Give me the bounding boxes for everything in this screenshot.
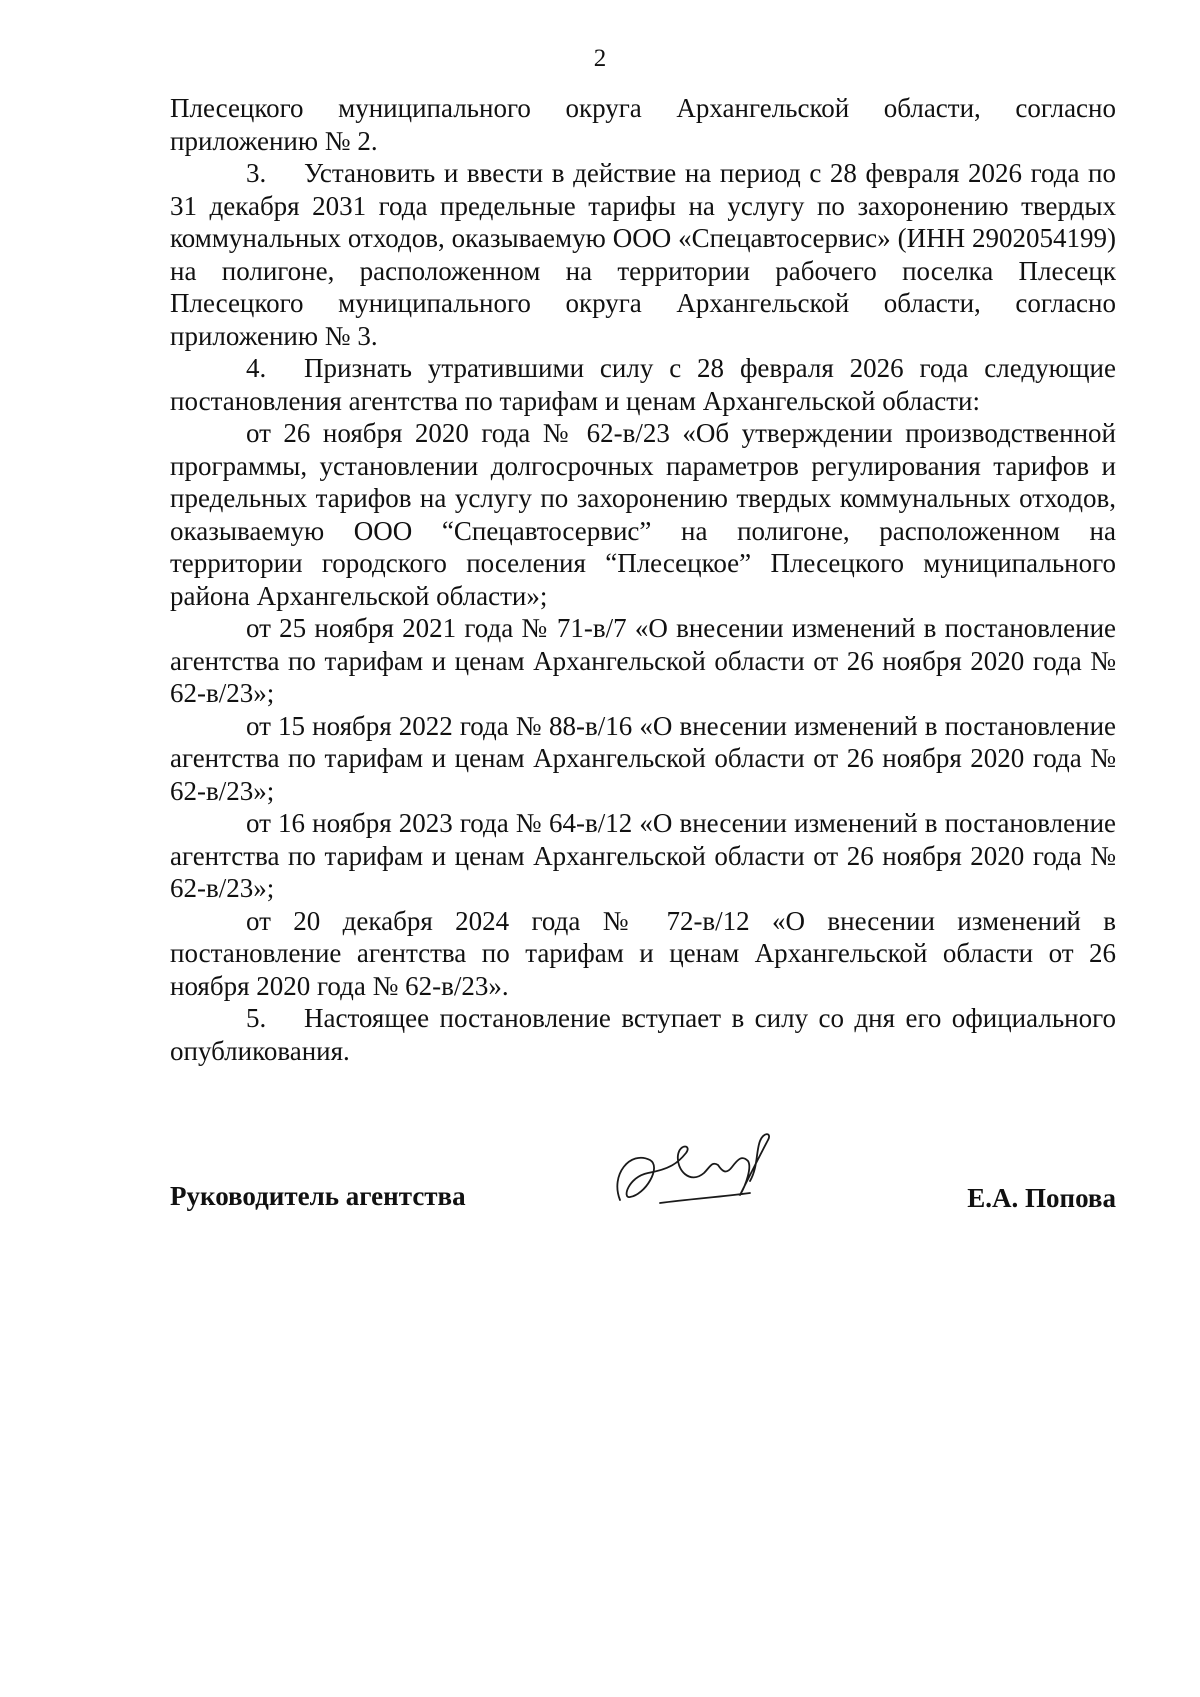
paragraph-3-text: Установить и ввести в действие на период с 28 февраля 2026 года по 31 декабря 2031 года предельные тарифы на услугу по захоронению твердых коммунальных отходов, оказываемую ООО «Спецавтосервис» (ИНН 2902054199) на полигоне, расположенном на территории рабочего поселка Плесецк Плесецкого муниципального округа Архангельской области, согласно приложению № 3. [170,158,1116,351]
signatory-name: Е.А. Попова [967,1183,1116,1213]
repealed-item-3: от 15 ноября 2022 года № 88-в/16 «О внесении изменений в постановление агентства по тарифам и ценам Архангельской области от 26 ноября 2020 года № 62-в/23»; [170,710,1116,806]
paragraph-3-number: 3. [246,158,267,188]
paragraph-4-number: 4. [246,353,267,383]
paragraph-5-number: 5. [246,1003,267,1033]
repealed-item-4: от 16 ноября 2023 года № 64-в/12 «О внесении изменений в постановление агентства по тарифам и ценам Архангельской области от 26 ноября 2020 года № 62-в/23»; [170,808,1116,903]
page-number: 2 [593,45,607,72]
paragraph-5 [170,1002,1116,1067]
paragraph-5-text: Настоящее постановление вступает в силу со дня его официального опубликования. [170,1003,1116,1066]
repealed-item-1: от 26 ноября 2020 года № 62-в/23 «Об утверждении производственной программы, установлении долгосрочных параметров регулирования тарифов и предельных тарифов на услугу по захоронению твердых коммунальных отходов, оказываемую ООО “Спецавтосервис” на полигоне, расположенном на территории городского поселения “Плесецкое” Плесецкого муниципального района Архангельской области»; [170,418,1116,611]
document-body [170,92,1116,1067]
repealed-item-5: от 20 декабря 2024 года № 72-в/12 «О внесении изменений в постановление агентства по тарифам и ценам Архангельской области от 26 ноября 2020 года № 62-в/23». [170,905,1116,1001]
signature-block [170,1165,1116,1265]
handwritten-signature [600,1115,780,1225]
paragraph-4 [170,352,1116,417]
repealed-item-2: от 25 ноября 2021 года № 71-в/7 «О внесении изменений в постановление агентства по тарифам и ценам Архангельской области от 26 ноября 2020 года № 62-в/23»; [170,613,1116,708]
paragraph-3 [170,157,1116,352]
signatory-position: Руководитель агентства [170,1181,466,1211]
paragraph-4-text: Признать утратившими силу с 28 февраля 2026 года следующие постановления агентства по тарифам и ценам Архангельской области: [170,353,1116,416]
paragraph-continuation: Плесецкого муниципального округа Архангельской области, согласно приложению № 2. [170,93,1116,156]
